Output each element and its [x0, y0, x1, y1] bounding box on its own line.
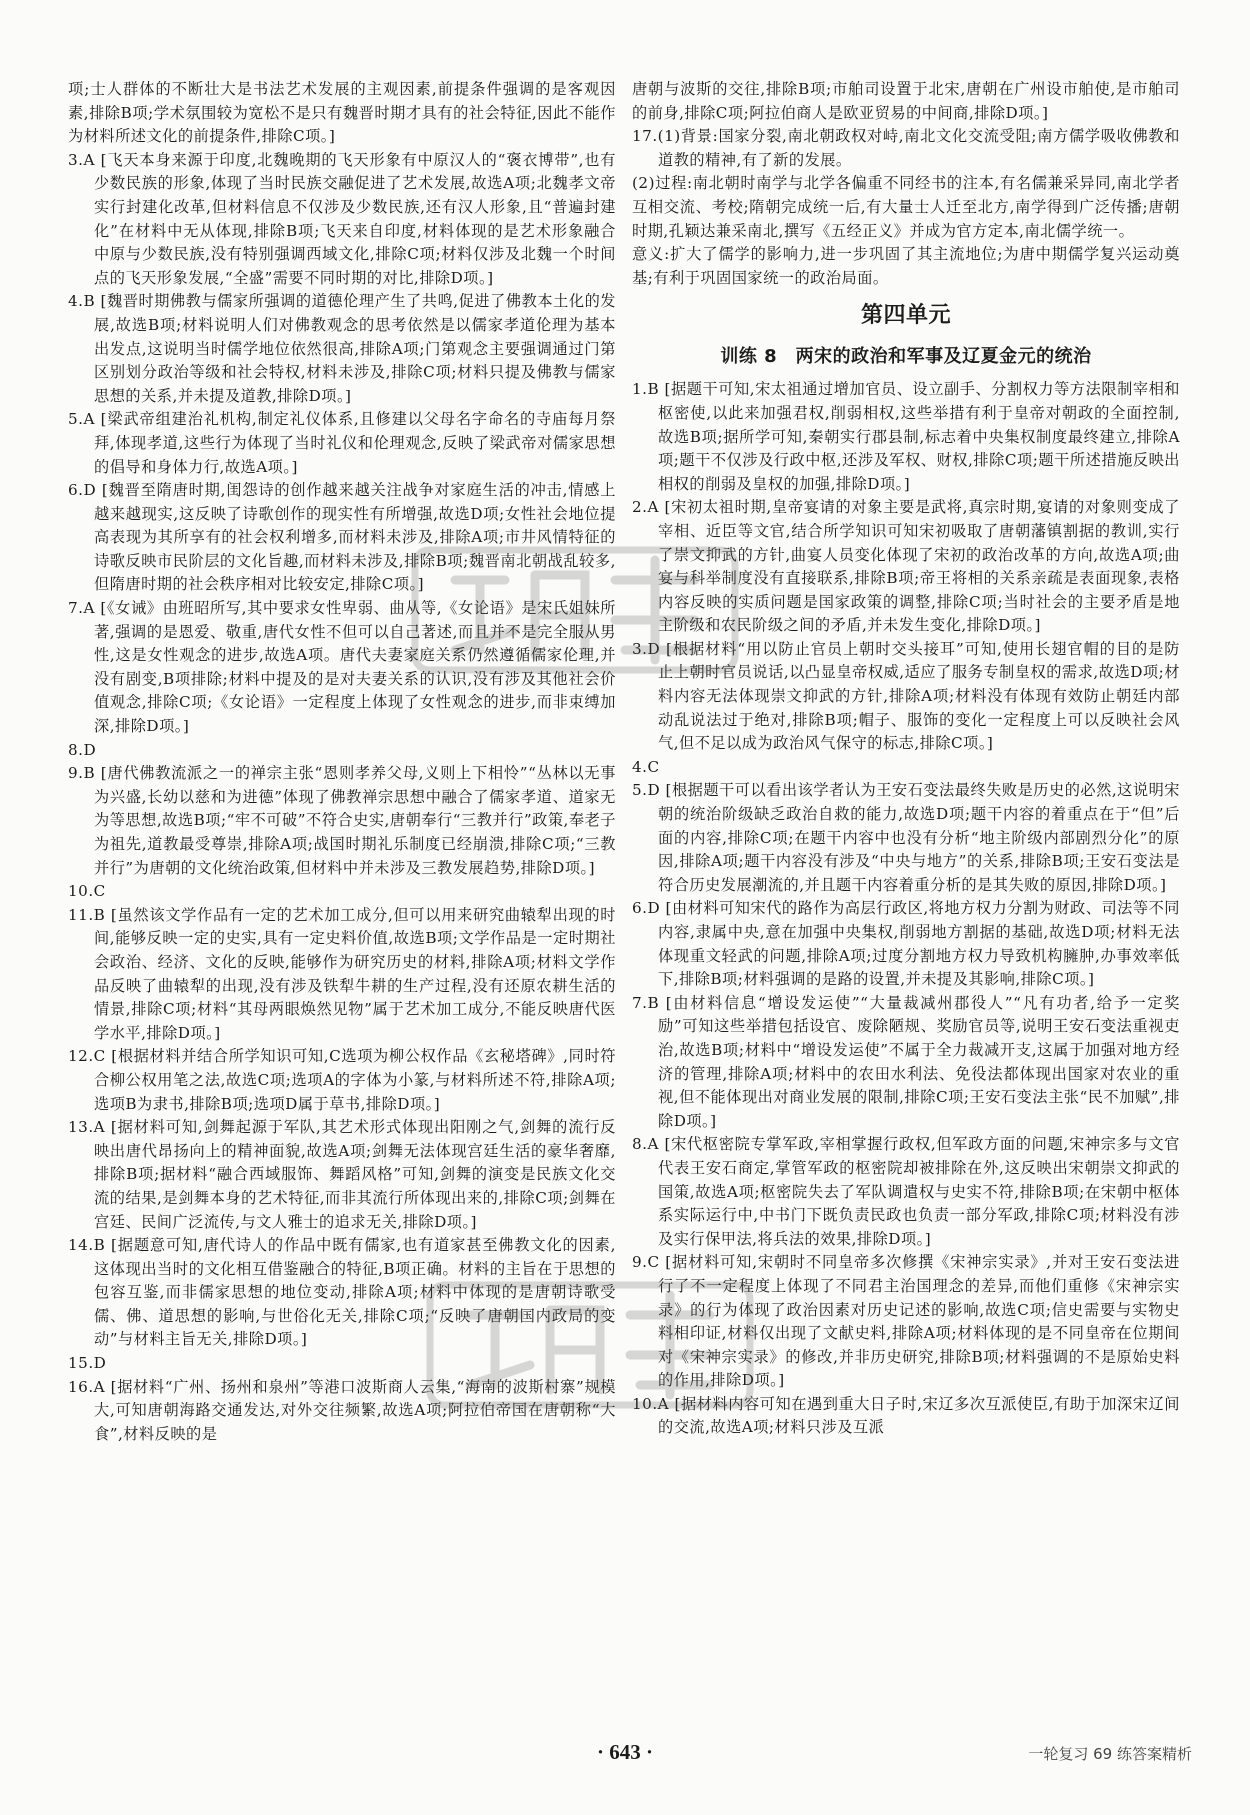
answer-item: 8.D: [68, 740, 97, 759]
answer-item: 7.A [《女诫》由班昭所写,其中要求女性卑弱、曲从等,《女论语》是宋氏姐妹所著,强调的是恩爱、敬重,唐代女性不但可以自己著述,而且并不是完全服从男性,这是女性观念的进步,故选A项。唐代夫妻家庭关系仍然遵循儒家伦理,并没有剧变,B项排除;材料中提及的是对夫妻关系的认识,没有涉及其他社会价值观念,排除C项;《女论语》一定程度上体现了女性观念的进步,而非束缚加深,排除D项。]: [68, 599, 616, 736]
answer-item: 9.C [据材料可知,宋朝时不同皇帝多次修撰《宋神宗实录》,并对王安石变法进行了不一定程度上体现了不同君主治国理念的差异,而他们重修《宋神宗实录》的行为体现了政治因素对历史记述的影响,故选C项;信史需要与实物史料相印证,材料仅出现了文献史料,排除A项;材料体现的是不同皇帝在位期间对《宋神宗实录》的修改,并非历史研究,排除B项;材料强调的不是原始史料的作用,排除D项。]: [632, 1253, 1180, 1390]
left-column: [68, 78, 616, 1446]
answer-item: 5.A [梁武帝组建治礼机构,制定礼仪体系,且修建以父母名字命名的寺庙每月祭拜,体现孝道,这些行为体现了当时礼仪和伦理观念,反映了梁武帝对儒家思想的倡导和身体力行,故选A项。]: [68, 410, 616, 476]
answer-paragraph: (2)过程:南北朝时南学与北学各偏重不同经书的注本,有名儒兼采异同,南北学者互相交流、考校;隋朝完成统一后,有大量士人迁至北方,南学得到广泛传播;唐朝时期,孔颖达兼采南北,撰写《五经正义》并成为官方定本,南北儒学统一。: [632, 174, 1180, 240]
page-number: · 643 ·: [596, 1740, 653, 1764]
answer-item: 3.A [飞天本身来源于印度,北魏晚期的飞天形象有中原汉人的“褒衣博带”,也有少数民族的形象,体现了当时民族交融促进了艺术发展,故选A项;北魏孝文帝实行封建化改革,但材料信息不仅涉及少数民族,还有汉人形象,且“普遍封建化”在材料中无从体现,排除B项;飞天来自印度,材料体现的是艺术形象融合中原与少数民族,没有特别强调西域文化,排除C项;材料仅涉及北魏一个时间点的飞天形象发展,“全盛”需要不同时期的对比,排除D项。]: [68, 150, 616, 287]
answer-item: 6.D [由材料可知宋代的路作为高层行政区,将地方权力分割为财政、司法等不同内容,隶属中央,意在加强中央集权,削弱地方割据的基础,故选D项;材料无法体现重文轻武的问题,排除A项;过度分割地方权力导致机构臃肿,办事效率低下,排除B项;材料强调的是路的设置,并未提及其影响,排除C项。]: [632, 899, 1180, 989]
answer-item: 10.C: [68, 882, 106, 901]
answer-item: 4.C: [632, 757, 660, 776]
answer-item: 2.A [宋初太祖时期,皇帝宴请的对象主要是武将,真宗时期,宴请的对象则变成了宰相、近臣等文官,结合所学知识可知宋初吸取了唐朝藩镇割据的教训,实行了崇文抑武的方针,曲宴人员变化体现了宋初的政治改革的方向,故选A项;曲宴与科举制度没有直接联系,排除B项;帝王将相的关系亲疏是表面现象,表格内容反映的实质问题是国家政策的调整,排除C项;当时社会的主要矛盾是地主阶级和农民阶级之间的矛盾,并未发生变化,排除D项。]: [632, 498, 1180, 635]
answer-item: 8.A [宋代枢密院专掌军政,宰相掌握行政权,但军政方面的问题,宋神宗多与文官代表王安石商定,掌管军政的枢密院却被排除在外,这反映出宋朝崇文抑武的国策,故选A项;枢密院失去了军队调遣权与史实不符,排除B项;在宋朝中枢体系实际运行中,中书门下既负责民政也负责一部分军政,排除C项;材料没有涉及实行保甲法,将兵法的效果,排除D项。]: [632, 1135, 1180, 1248]
answer-paragraph: 意义:扩大了儒学的影响力,进一步巩固了其主流地位;为唐中期儒学复兴运动奠基;有利于巩固国家统一的政治局面。: [632, 245, 1180, 287]
answer-item: 17.(1)背景:国家分裂,南北朝政权对峙,南北文化交流受阻;南方儒学吸收佛教和道教的精神,有了新的发展。: [632, 127, 1180, 169]
answer-paragraph: 唐朝与波斯的交往,排除B项;市舶司设置于北宋,唐朝在广州设市舶使,是市舶司的前身,排除C项;阿拉伯商人是欧亚贸易的中间商,排除D项。]: [632, 80, 1180, 122]
footer-tag: 一轮复习 69 练答案精析: [1028, 1745, 1192, 1763]
right-column-top: [632, 78, 1180, 290]
answer-item: 15.D: [68, 1354, 107, 1373]
answer-item: 4.B [魏晋时期佛教与儒家所强调的道德伦理产生了共鸣,促进了佛教本土化的发展,故选B项;材料说明人们对佛教观念的思考依然是以儒家孝道伦理为基本出发点,这说明当时儒学地位依然很高,排除A项;门第观念主要强调通过门第区别划分政治等级和社会特权,材料未涉及,排除C项;材料只提及佛教与儒家思想的关系,并未提及道教,排除D项。]: [68, 292, 616, 405]
answer-item: 5.D [根据题干可以看出该学者认为王安石变法最终失败是历史的必然,这说明宋朝的统治阶级缺乏政治自救的能力,故选D项;题干内容的着重点在于“但”后面的内容,排除C项;在题干内容中也没有分析“地主阶级内部剧烈分化”的原因,排除A项;题干内容没有涉及“中央与地方”的关系,排除B项;王安石变法是符合历史发展潮流的,并且题干内容着重分析的是其失败的原因,排除D项。]: [632, 781, 1180, 894]
answer-item: 6.D [魏晋至隋唐时期,闺怨诗的创作越来越关注战争对家庭生活的冲击,情感上越来越现实,这反映了诗歌创作的现实性有所增强,故选D项;女性社会地位提高表现为其所享有的社会权利增多,而材料未涉及,排除A项;市井风情特征的诗歌反映市民阶层的文化旨趣,而材料未涉及,排除B项;魏晋南北朝战乱较多,但隋唐时期的社会秩序相对比较安定,排除C项。]: [68, 481, 616, 594]
right-column-bottom: [632, 378, 1180, 1440]
lesson-title: 训练 8 两宋的政治和军事及辽夏金元的统治: [720, 346, 1092, 368]
right-column: [632, 78, 1180, 1440]
answer-item: 1.B [据题干可知,宋太祖通过增加官员、设立副手、分割权力等方法限制宰相和枢密使,以此来加强君权,削弱相权,这些举措有利于皇帝对朝政的全面控制,故选B项;据所学可知,秦朝实行郡县制,标志着中央集权制度最终建立,排除A项;题干不仅涉及行政中枢,还涉及军权、财权,排除C项;题干所述措施反映出相权的削弱及皇权的加强,排除D项。]: [632, 380, 1180, 493]
answer-item: 10.A [据材料内容可知在遇到重大日子时,宋辽多次互派使臣,有助于加深宋辽间的交流,故选A项;材料只涉及互派: [632, 1394, 1180, 1437]
answer-item: 16.A [据材料“广州、扬州和泉州”等港口波斯商人云集,“海南的波斯村寨”规模大,可知唐朝海路交通发达,对外交往频繁,故选A项;阿拉伯帝国在唐朝称“大食”,材料反映的是: [68, 1377, 616, 1443]
answer-item: 3.D [根据材料“用以防止官员上朝时交头接耳”可知,使用长翅官帽的目的是防止上朝时官员说话,以凸显皇帝权威,适应了服务专制皇权的需求,故选D项;材料内容无法体现崇文抑武的方针,排除A项;材料没有体现有效防止朝廷内部动乱说法过于绝对,排除B项;帽子、服饰的变化一定程度上可以反映社会风气,但不足以成为政治风气保守的标志,排除C项。]: [632, 639, 1180, 753]
answer-item: 12.C [根据材料并结合所学知识可知,C选项为柳公权作品《玄秘塔碑》,同时符合柳公权用笔之法,故选C项;选项A的字体为小篆,与材料所述不符,排除A项;选项B为隶书,排除B项;选项D属于草书,排除D项。]: [68, 1047, 616, 1113]
unit-title: 第四单元: [860, 303, 951, 329]
answer-item: 11.B [虽然该文学作品有一定的艺术加工成分,但可以用来研究曲辕犁出现的时间,能够反映一定的史实,具有一定史料价值,故选B项;文学作品是一定时期社会政治、经济、文化的反映,能够作为研究历史的材料,排除A项;材料文学作品反映了曲辕犁的出现,没有涉及铁犁牛耕的生产过程,没有还原农耕生活的情景,排除C项;材料“其母两眼焕然见物”属于艺术加工成分,不能反映唐代医学水平,排除D项。]: [68, 905, 616, 1042]
answer-item: 7.B [由材料信息“增设发运使”“大量裁减州郡役人”“凡有功者,给予一定奖励”可知这些举措包括设官、废除陋规、奖励官员等,说明王安石变法重视吏治,故选B项;材料中“增设发运使”不属于全力裁减开支,这属于加强对地方经济的管理,排除A项;材料中的农田水利法、免役法都体现出国家对农业的重视,但不能体现出对商业发展的限制,排除C项;王安石变法主张“民不加赋”,排除D项。]: [632, 993, 1180, 1130]
answer-item: 9.B [唐代佛教流派之一的禅宗主张“恩则孝养父母,义则上下相怜”“丛林以无事为兴盛,长幼以慈和为进德”体现了佛教禅宗思想中融合了儒家孝道、道家无为等思想,故选B项;“牢不可破”不符合史实,唐朝奉行“三教并行”政策,奉老子为祖先,道教最受尊崇,排除A项;战国时期礼乐制度已经崩溃,排除C项;“三教并行”为唐朝的文化统治政策,但材料中并未涉及三教发展趋势,排除D项。]: [68, 764, 616, 877]
answer-paragraph: 项;士人群体的不断壮大是书法艺术发展的主观因素,前提条件强调的是客观因素,排除B项;学术氛围较为宽松不是只有魏晋时期才具有的社会特征,因此不能作为材料所述文化的前提条件,排除C项。]: [68, 80, 616, 146]
answer-item: 13.A [据材料可知,剑舞起源于军队,其艺术形式体现出阳刚之气,剑舞的流行反映出唐代昂扬向上的精神面貌,故选A项;剑舞无法体现宫廷生活的豪华奢靡,排除B项;据材料“融合西域服饰、舞蹈风格”可知,剑舞的演变是民族文化交流的结果,是剑舞本身的艺术特征,而非其流行所体现出来的,排除C项;剑舞在宫廷、民间广泛流传,与文人雅士的追求无关,排除D项。]: [68, 1118, 616, 1231]
answer-item: 14.B [据题意可知,唐代诗人的作品中既有儒家,也有道家甚至佛教文化的因素,这体现出当时的文化相互借鉴融合的特征,B项正确。材料的主旨在于思想的包容互鉴,而非儒家思想的地位变动,排除A项;材料中体现的是唐朝诗歌受儒、佛、道思想的影响,与世俗化无关,排除C项;“反映了唐朝国内政局的变动”与材料主旨无关,排除D项。]: [68, 1236, 616, 1349]
